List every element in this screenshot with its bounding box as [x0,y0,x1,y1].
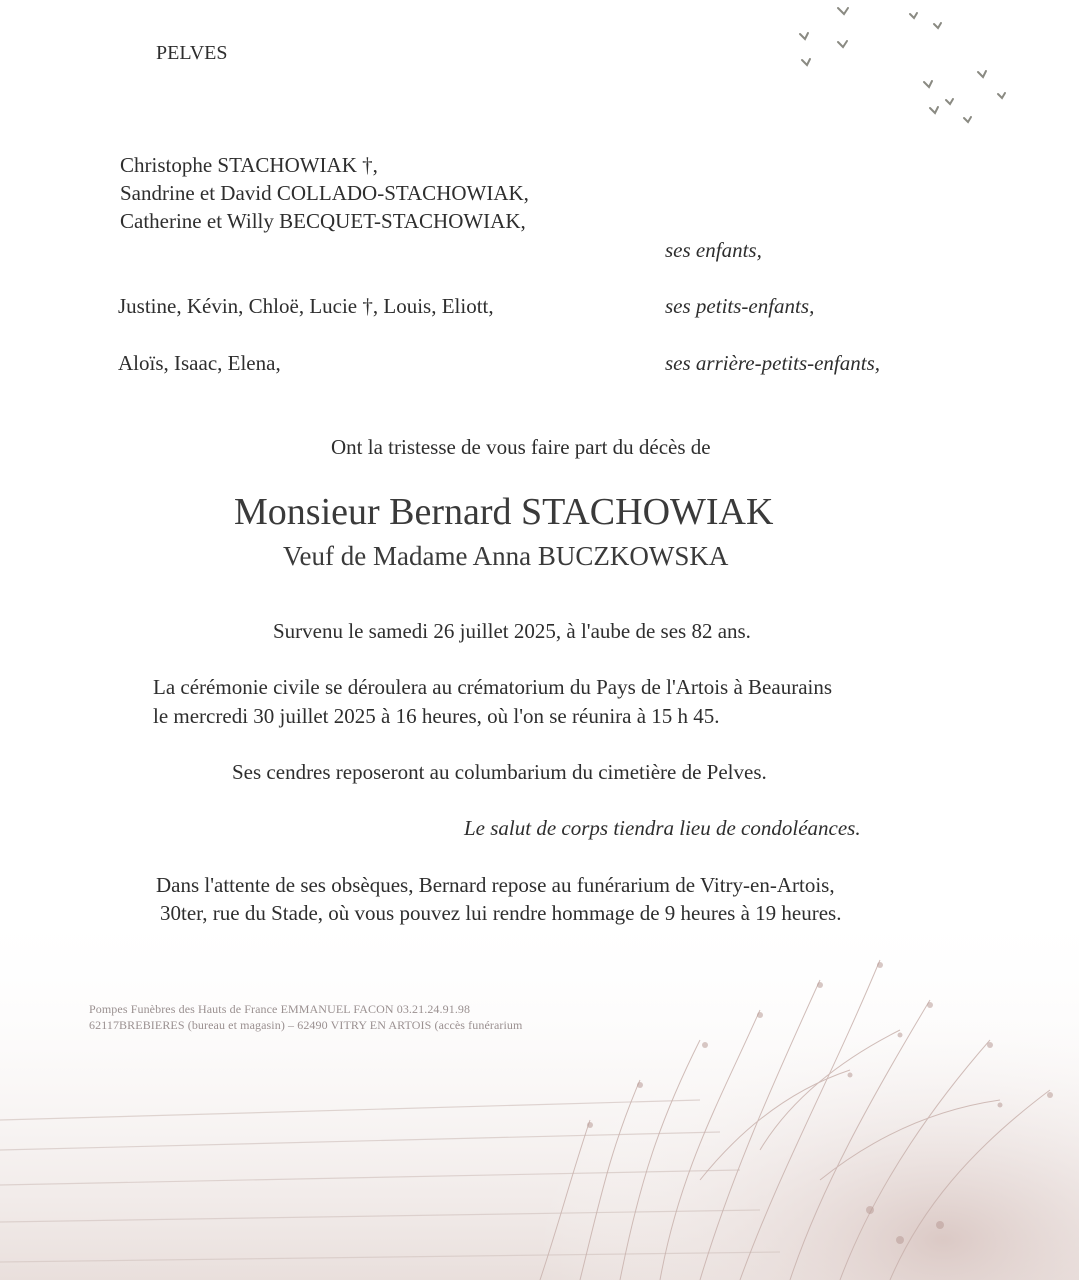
funeral-home-line-1: Dans l'attente de ses obsèques, Bernard repose au funérarium de Vitry-en-Artois, [156,873,835,897]
birds [800,8,1005,122]
widower-of: Veuf de Madame Anna BUCZKOWSKA [283,541,729,571]
death-info: Survenu le samedi 26 juillet 2025, à l'aube de ses 82 ans. [273,619,751,643]
great-grandchildren-role: ses arrière-petits-enfants, [665,351,881,375]
children-line-3: Catherine et Willy BECQUET-STACHOWIAK, [120,209,526,233]
funeral-home-line-2: 30ter, rue du Stade, où vous pouvez lui rendre hommage de 9 heures à 19 heures. [160,901,842,925]
deceased-name: Monsieur Bernard STACHOWIAK [234,491,774,533]
footer-line-2: 62117BREBIERES (bureau et magasin) – 62490 VITRY EN ARTOIS (accès funérarium [89,1018,523,1032]
footer-line-1: Pompes Funèbres des Hauts de France EMMANUEL FACON 03.21.24.91.98 [89,1002,471,1016]
grandchildren: Justine, Kévin, Chloë, Lucie †, Louis, Eliott, [118,294,494,318]
grandchildren-role: ses petits-enfants, [665,294,815,318]
place-name: PELVES [156,42,228,64]
announcement: Ont la tristesse de vous faire part du décès de [331,435,711,459]
ceremony-line-1: La cérémonie civile se déroulera au crématorium du Pays de l'Artois à Beaurains [153,675,833,699]
condolences-note: Le salut de corps tiendra lieu de condoléances. [464,816,861,840]
ashes-info: Ses cendres reposeront au columbarium du cimetière de Pelves. [232,760,767,784]
great-grandchildren: Aloïs, Isaac, Elena, [118,351,281,375]
children-role: ses enfants, [665,238,762,262]
children-line-2: Sandrine et David COLLADO-STACHOWIAK, [120,181,529,205]
ceremony-line-2: le mercredi 30 juillet 2025 à 16 heures, où l'on se réunira à 15 h 45. [153,704,720,728]
children-line-1: Christophe STACHOWIAK †, [120,153,378,177]
